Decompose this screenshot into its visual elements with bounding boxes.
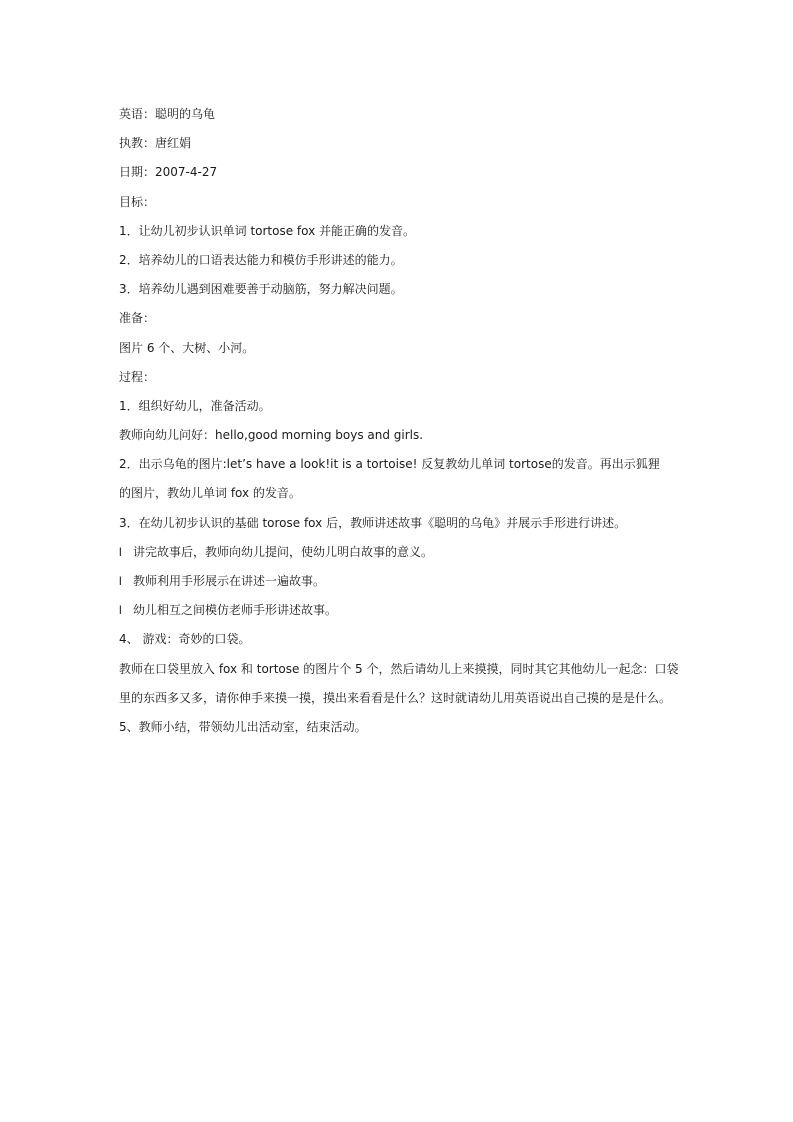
title-line: 英语：聪明的乌龟 bbox=[119, 107, 216, 121]
teacher-line: 执教：唐红娟 bbox=[119, 136, 192, 151]
bullet-item bbox=[119, 538, 679, 567]
preparation-heading: 准备： bbox=[119, 311, 156, 326]
process-text: 的图片，教幼儿单词 fox 的发音。 bbox=[119, 486, 301, 501]
bullet-marker: l bbox=[119, 603, 122, 618]
bullet-item bbox=[119, 567, 679, 596]
bullet-marker: l bbox=[119, 544, 122, 559]
bullet-text: 讲完故事后，教师向幼儿提问，使幼儿明白故事的意义。 bbox=[133, 544, 434, 559]
process-step: 4、 游戏：奇妙的口袋。 bbox=[119, 632, 251, 647]
document-body bbox=[119, 100, 679, 742]
process-step: 5、教师小结，带领幼儿出活动室，结束活动。 bbox=[119, 719, 367, 734]
bullet-text: 幼儿相互之间模仿老师手形讲述故事。 bbox=[133, 603, 338, 618]
process-heading: 过程： bbox=[119, 369, 156, 384]
process-step: 3．在幼儿初步认识的基础 torose fox 后，教师讲述故事《聪明的乌龟》并展示手形进行讲述。 bbox=[119, 515, 627, 530]
preparation-text: 图片 6 个、大树、小河。 bbox=[119, 340, 255, 355]
process-step: 2．出示乌龟的图片:let’s have a look!it is a tortoise! 反复教幼儿单词 tortose的发音。再出示狐狸 bbox=[119, 457, 660, 472]
bullet-marker: l bbox=[119, 574, 122, 588]
goal-item: 1．让幼儿初步认识单词 tortose fox 并能正确的发音。 bbox=[119, 223, 416, 238]
date-line: 日期：2007-4-27 bbox=[119, 165, 218, 180]
process-text: 教师向幼儿问好：hello,good morning boys and girls. bbox=[119, 428, 424, 443]
process-step: 1．组织好幼儿，准备活动。 bbox=[119, 398, 271, 413]
bullet-text: 教师利用手形展示在讲述一遍故事。 bbox=[133, 574, 326, 588]
goals-heading: 目标： bbox=[119, 194, 156, 209]
bullet-item bbox=[119, 596, 679, 625]
goal-item: 3．培养幼儿遇到困难要善于动脑筋，努力解决问题。 bbox=[119, 282, 403, 297]
process-text: 里的东西多又多，请你伸手来摸一摸，摸出来看看是什么？这时就请幼儿用英语说出自己摸的是是什么。 bbox=[119, 690, 672, 705]
goal-item: 2．培养幼儿的口语表达能力和模仿手形讲述的能力。 bbox=[119, 252, 403, 267]
process-text: 教师在口袋里放入 fox 和 tortose 的图片个 5 个，然后请幼儿上来摸摸，同时其它其他幼儿一起念：口袋 bbox=[119, 661, 679, 676]
